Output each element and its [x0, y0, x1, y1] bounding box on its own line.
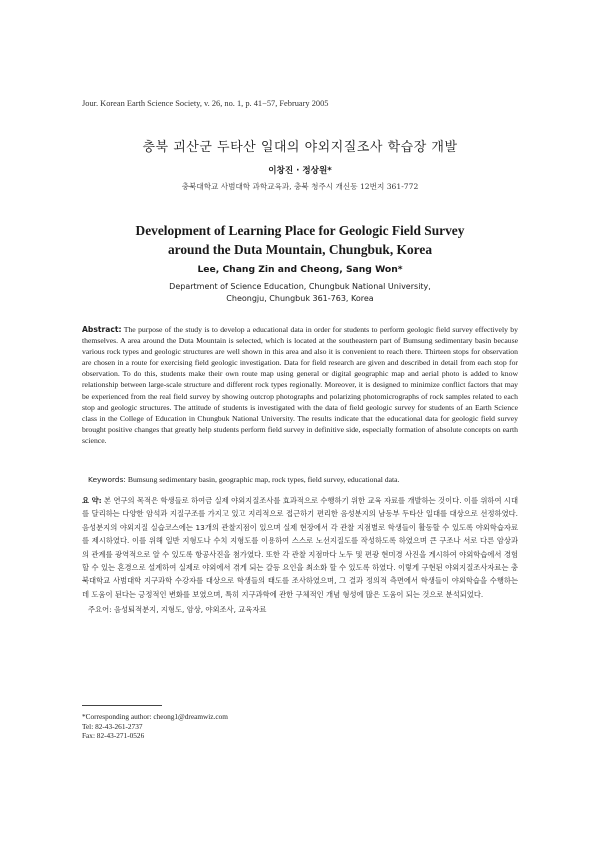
abstract: [82, 324, 518, 446]
english-affiliation-line1: Department of Science Education, Chungbuk National University,: [169, 282, 431, 291]
english-affiliation: [0, 281, 600, 304]
english-authors: Lee, Chang Zin and Cheong, Sang Won*: [197, 264, 403, 275]
journal-citation: Jour. Korean Earth Science Society, v. 26, no. 1, p. 41−57, February 2005: [82, 99, 329, 108]
corresponding-author: *Corresponding author: cheong1@dreamwiz.com: [82, 712, 228, 721]
korean-abstract-label: 요 약:: [82, 496, 102, 505]
korean-abstract: [82, 494, 518, 601]
english-title: [0, 221, 600, 259]
footnote: [82, 712, 228, 741]
telephone: Tel: 82-43-261-2737: [82, 721, 143, 731]
keywords: [88, 475, 518, 484]
korean-authors: 이창진 · 정상원*: [268, 166, 332, 176]
abstract-text: The purpose of the study is to develop a educational data in order for students to perform geologic field survey effectively by themselves. A area around the Duta Mountain is selected, which is located at the southeastern part of Bumsung sedimentary basin because various rock types and geologic structures are well shown in this area and also it is convenient to reach there. Thirteen stops for observation are chosen in a route for exercising field geologic investigation. Data for field research are given and described in detail from each stop for observation. To do this, students make their own route map using general or digital geographic map and aerial photo is added to know relationship between large-scale structure and different rock types regionally. Moreover, it is designed to minimize conflict factors that may be experienced from the real field survey by showing outcrop photographs and polarizing photomicrographs of rock samples related to each stop and geologic structures. The attitude of students is investigated with the data of field geologic survey for students of an Earth Science class in the College of Education in Chungbuk National University. The results indicate that the educational data for geologic field survey brought positive changes that greatly help students perform field survey in definitive side, especially formation of absolute concepts on earth science.: [82, 325, 518, 445]
korean-title: 충북 괴산군 두타산 일대의 야외지질조사 학습장 개발: [142, 140, 458, 155]
keywords-label: Keywords:: [88, 475, 126, 484]
english-title-line1: Development of Learning Place for Geologic Field Survey: [135, 223, 465, 238]
english-title-line2: around the Duta Mountain, Chungbuk, Korea: [167, 242, 433, 257]
korean-abstract-text: 본 연구의 목적은 학생들로 하여금 실제 야외지질조사를 효과적으로 수행하기 위한 교육 자료를 개발하는 것이다. 이를 위하여 시대를 달리하는 다양한 암석과 지질구조를 가지고 있고 지리적으로 접근하기 편리한 음성분지의 남동부 두타산 일대를 대상으로 선정하였다. 음성분지의 야외지질 실습코스에는 13개의 관찰지점이 있으며 실제 현장에서 각 관찰 지점별로 학생들이 활동할 수 있도록 야외학습자료를 제시하였다. 이를 위해 일반 지형도나 수치 지형도를 이용하여 스스로 노선지질도를 작성하도록 하였으며 큰 구조나 서로 다른 암상과의 관계를 광역적으로 알 수 있도록 항공사진을 첨가였다. 또한 각 관찰 지점마다 노두 및 편광 현미경 사진을 게시하여 야외학습에서 경험할 수 있는 혼경으로 설계하여 실제로 야외에서 겪게 되는 갈등 요인을 최소화 할 수 있도록 하였다. 이렇게 구현된 야외지질조사자료는 충북대학교 사범대학 지구과학 수강자를 대상으로 학생들의 태도를 조사하였으며, 그 결과 정의적 측면에서 학생들이 야외학습을 수행하는데 도움이 된다는 긍정적인 변화를 보였으며, 특히 지구과학에 관한 구체적인 개념 형성에 많은 도움이 되는 것으로 분석되었다.: [82, 496, 519, 599]
korean-keywords: [88, 605, 518, 615]
korean-keywords-label: 주요어:: [88, 605, 112, 614]
english-affiliation-line2: Cheongju, Chungbuk 361-763, Korea: [226, 293, 374, 303]
fax: Fax: 82-43-271-0526: [82, 731, 145, 741]
abstract-label: Abstract:: [82, 325, 122, 334]
keywords-text: Bumsung sedimentary basin, geographic map, rock types, field survey, educational data.: [127, 475, 400, 484]
korean-affiliation: 충북대학교 사범대학 과학교육과, 충북 청주시 개신동 12번지 361-772: [181, 182, 419, 191]
korean-keywords-text: 음성퇴적분지, 지형도, 암상, 야외조사, 교육자료: [113, 605, 267, 614]
footnote-divider: [82, 705, 162, 706]
